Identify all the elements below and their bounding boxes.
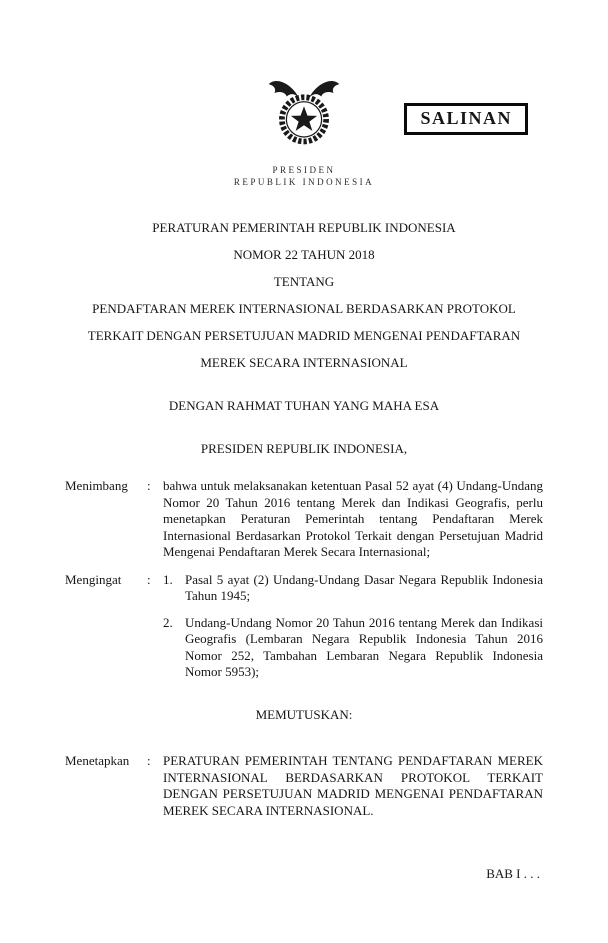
enactment-separator: : [147, 753, 151, 768]
salinan-stamp-label: SALINAN [420, 108, 512, 128]
document-body [65, 478, 543, 830]
letterhead-republik-indonesia: REPUBLIK INDONESIA [233, 177, 375, 187]
legal-basis-label: Mengingat [65, 571, 122, 587]
title-block [0, 221, 608, 469]
invocation-line: DENGAN RAHMAT TUHAN YANG MAHA ESA [168, 398, 440, 413]
legal-basis-item-text: Undang-Undang Nomor 20 Tahun 2016 tentang Merek dan Indikasi Geografis (Lembaran Negara Republik Indonesia Tahun 2016 Nomor 252, Tambahan Lembaran Negara Republik Indonesia Nomor 5953); [185, 614, 543, 679]
enactment-label: Menetapkan [65, 753, 130, 768]
legal-basis-item [163, 572, 543, 605]
letterhead-presiden: PRESIDEN [272, 165, 336, 175]
considerations-section [65, 478, 543, 561]
considerations-text: bahwa untuk melaksanakan ketentuan Pasal 52 ayat (4) Undang-Undang Nomor 20 Tahun 2016 tentang Merek dan Indikasi Geografis, perlu menetapkan Peraturan Pemerintah tentang Pendaftaran Merek Internasional Berdasarkan Protokol Terkait dengan Persetujuan Madrid Mengenai Pendaftaran Merek Secara Internasional; [163, 478, 543, 559]
decision-heading: MEMUTUSKAN: [255, 706, 353, 722]
considerations-label: Menimbang [65, 478, 128, 493]
legal-basis-item-number: 1. [163, 571, 173, 587]
legal-basis-item-text: Pasal 5 ayat (2) Undang-Undang Dasar Negara Republik Indonesia Tahun 1945; [185, 571, 543, 603]
regulation-subject-line3: MEREK SECARA INTERNASIONAL [200, 355, 408, 370]
legal-basis-separator: : [147, 571, 151, 587]
regulation-number: NOMOR 22 TAHUN 2018 [233, 247, 375, 262]
salinan-stamp [404, 103, 528, 135]
regulation-subject-line2: TERKAIT DENGAN PERSETUJUAN MADRID MENGENAI PENDAFTARAN [87, 328, 521, 343]
legal-basis-section [65, 572, 543, 681]
enactment-section [65, 753, 543, 819]
legal-basis-item-number: 2. [163, 614, 173, 630]
legal-basis-list [163, 572, 543, 681]
considerations-separator: : [147, 478, 151, 493]
regulation-title-line1: PERATURAN PEMERINTAH REPUBLIK INDONESIA [152, 220, 456, 235]
letterhead [0, 164, 608, 188]
enactment-text: PERATURAN PEMERINTAH TENTANG PENDAFTARAN MEREK INTERNASIONAL BERDASARKAN PROTOKOL TERKAIT DENGAN PERSETUJUAN MADRID MENGENAI PENDAFTARAN MEREK SECARA INTERNASIONAL. [163, 753, 543, 818]
regulation-tentang: TENTANG [273, 274, 335, 289]
regulation-subject-line1: PENDAFTARAN MEREK INTERNASIONAL BERDASARKAN PROTOKOL [92, 301, 516, 316]
presidential-emblem-icon [263, 76, 345, 148]
legal-basis-item [163, 615, 543, 681]
authority-line: PRESIDEN REPUBLIK INDONESIA, [200, 441, 408, 456]
footer-catchword: BAB I . . . [486, 866, 540, 881]
